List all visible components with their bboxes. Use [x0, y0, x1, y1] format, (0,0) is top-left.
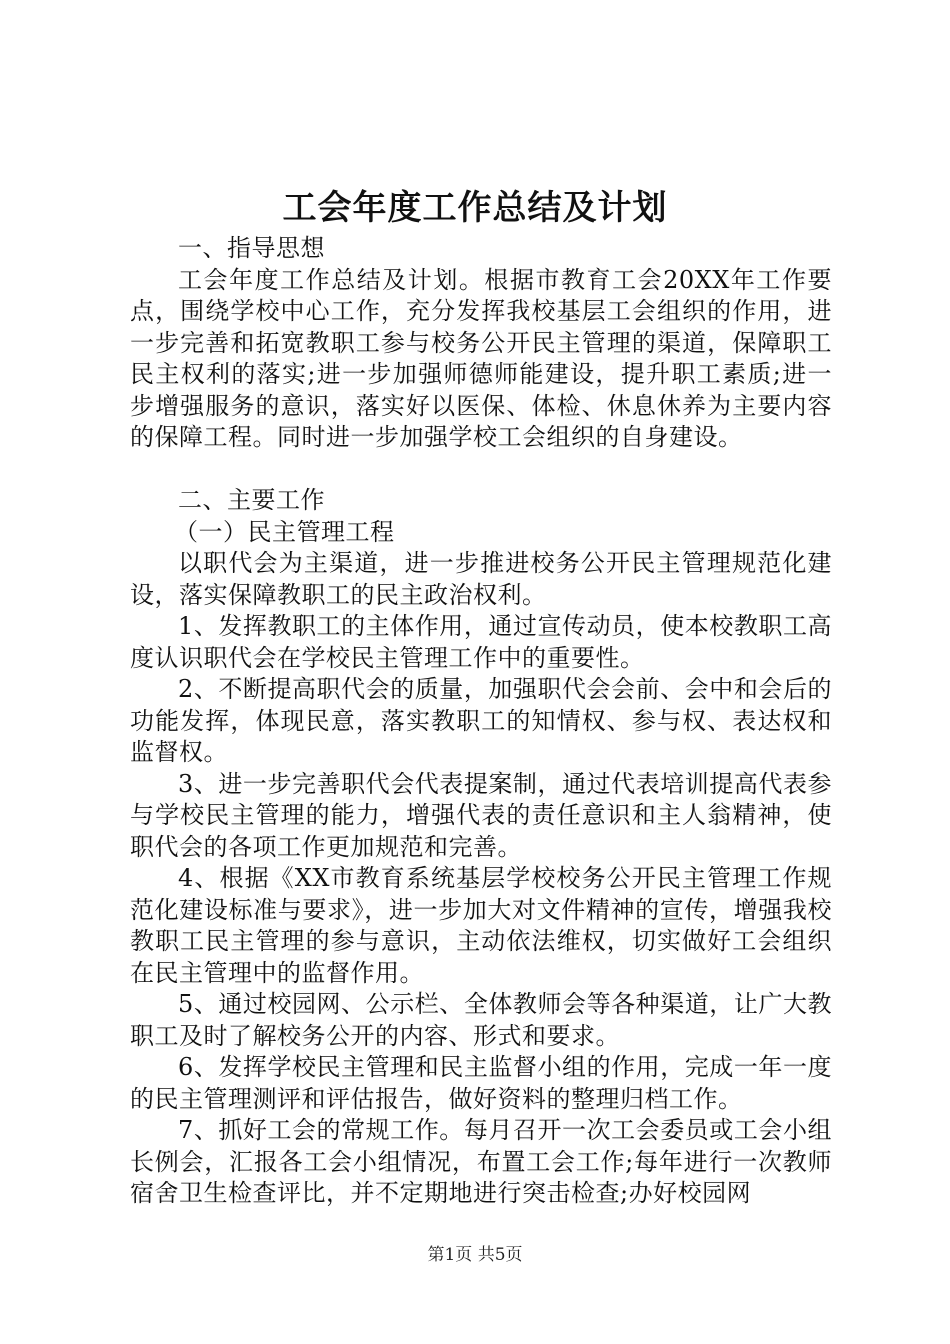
list-item-2: 2、不断提高职代会的质量，加强职代会会前、会中和会后的功能发挥，体现民意，落实教职工的知情权、参与权、表达权和监督权。: [130, 675, 832, 766]
document-body: [130, 233, 832, 1210]
page-footer: 第1页 共5页: [427, 1245, 523, 1265]
paragraph-spacer: [130, 454, 832, 486]
subsection-heading-democratic-management: （一）民主管理工程: [174, 517, 395, 546]
paragraph-democratic-management-intro: 以职代会为主渠道，进一步推进校务公开民主管理规范化建设，落实保障教职工的民主政治权利。: [130, 549, 832, 609]
document-title: 工会年度工作总结及计划: [282, 188, 668, 228]
section-heading-main-work: 二、主要工作: [178, 486, 325, 514]
section-heading-guiding-ideology: 一、指导思想: [178, 234, 325, 262]
list-item-5: 5、通过校园网、公示栏、全体教师会等各种渠道，让广大教职工及时了解校务公开的内容、形式和要求。: [130, 990, 832, 1050]
list-item-4: 4、根据《XX市教育系统基层学校校务公开民主管理工作规范化建设标准与要求》，进一步加大对文件精神的宣传，增强我校教职工民主管理的参与意识，主动依法维权，切实做好工会组织在民主管理中的监督作用。: [130, 864, 832, 987]
paragraph-guiding-ideology: 工会年度工作总结及计划。根据市教育工会20XX年工作要点，围绕学校中心工作，充分发挥我校基层工会组织的作用，进一步完善和拓宽教职工参与校务公开民主管理的渠道，保障职工民主权利的落实;进一步加强师德师能建设，提升职工素质;进一步增强服务的意识，落实好以医保、体检、休息休养为主要内容的保障工程。同时进一步加强学校工会组织的自身建设。: [130, 265, 832, 451]
list-item-6: 6、发挥学校民主管理和民主监督小组的作用，完成一年一度的民主管理测评和评估报告，做好资料的整理归档工作。: [130, 1053, 832, 1113]
list-item-3: 3、进一步完善职代会代表提案制，通过代表培训提高代表参与学校民主管理的能力，增强代表的责任意识和主人翁精神，使职代会的各项工作更加规范和完善。: [130, 769, 832, 861]
list-item-1: 1、发挥教职工的主体作用，通过宣传动员，使本校教职工高度认识职代会在学校民主管理工作中的重要性。: [130, 612, 832, 672]
list-item-7: 7、抓好工会的常规工作。每月召开一次工会委员或工会小组长例会，汇报各工会小组情况，布置工会工作;每年进行一次教师宿舍卫生检查评比，并不定期地进行突击检查;办好校园网: [130, 1116, 832, 1207]
